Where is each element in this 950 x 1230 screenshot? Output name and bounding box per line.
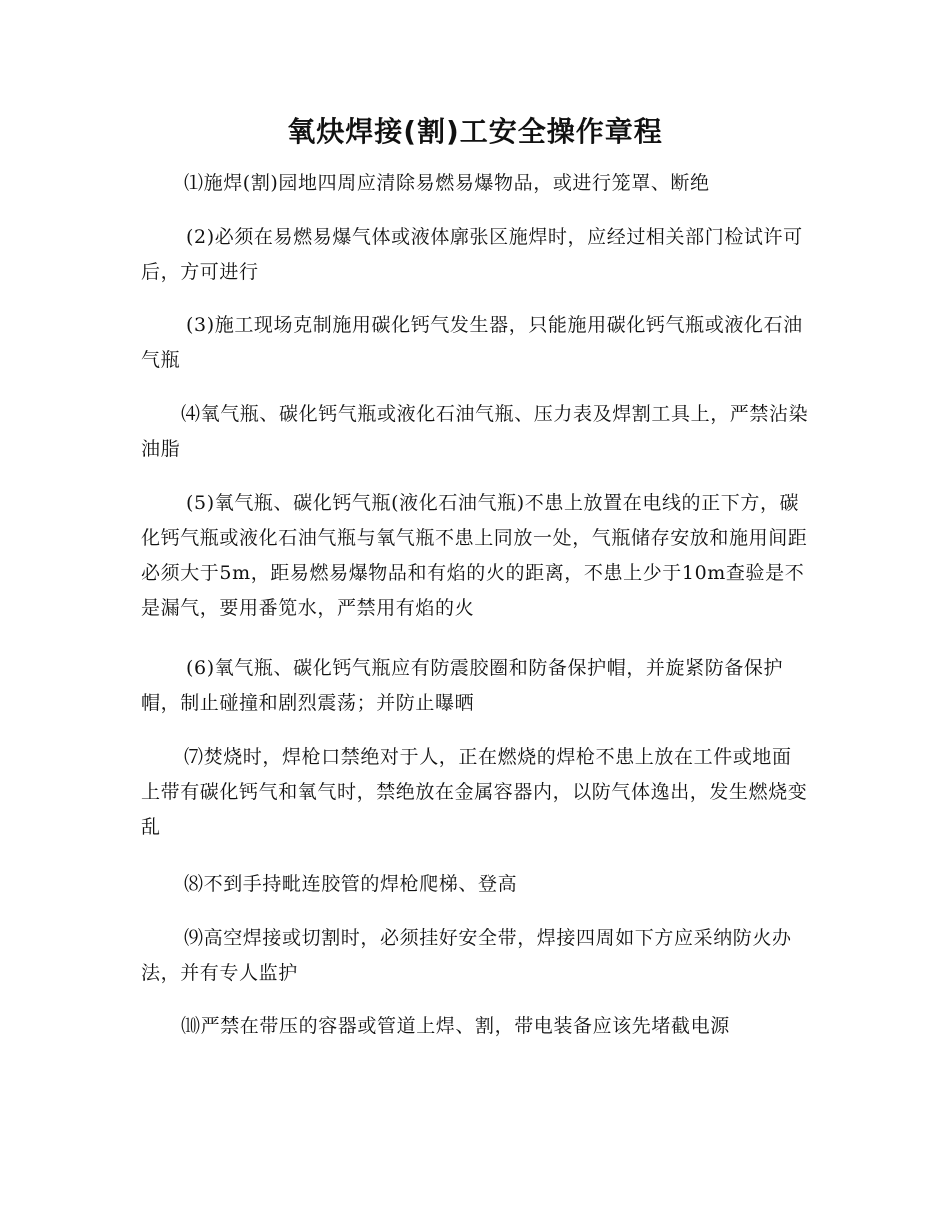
paragraph-1: ⑴施焊(割)园地四周应清除易燃易爆物品，或进行笼罩、断绝 (184, 172, 710, 194)
paragraph-5: (5)氧气瓶、碳化钙气瓶(液化石油气瓶)不患上放置在电线的正下方，碳化钙气瓶或液化石油气瓶与氧气瓶不患上同放一处，气瓶储存安放和施用间距必须大于5m，距易燃易爆物品和有焰的火的距离，不患上少于10m查验是不是漏气，要用番笕水，严禁用有焰的火 (141, 492, 808, 619)
paragraph-10: ⑽严禁在带压的容器或管道上焊、割，带电装备应该先堵截电源 (181, 1015, 730, 1037)
document-title: 氧炔焊接(割)工安全操作章程 (287, 115, 663, 148)
paragraph-3: (3)施工现场克制施用碳化钙气发生器，只能施用碳化钙气瓶或液化石油气瓶 (141, 314, 803, 371)
paragraph-9: ⑼高空焊接或切割时，必须挂好安全带，焊接四周如下方应采纳防火办法，并有专人监护 (141, 927, 792, 984)
paragraph-6: (6)氧气瓶、碳化钙气瓶应有防震胶圈和防备保护帽，并旋紧防备保护帽，制止碰撞和剧烈震荡；并防止曝晒 (141, 657, 784, 714)
paragraph-2: (2)必须在易燃易爆气体或液体廓张区施焊时，应经过相关部门检试许可后，方可进行 (141, 226, 803, 283)
paragraph-8: ⑻不到手持毗连胶管的焊枪爬梯、登高 (184, 873, 518, 895)
paragraph-4: ⑷氧气瓶、碳化钙气瓶或液化石油气瓶、压力表及焊割工具上，严禁沾染油脂 (141, 403, 809, 460)
paragraph-7: ⑺焚烧时，焊枪口禁绝对于人，正在燃烧的焊枪不患上放在工件或地面上带有碳化钙气和氧气时，禁绝放在金属容器内，以防气体逸出，发生燃烧变乱 (141, 746, 808, 838)
